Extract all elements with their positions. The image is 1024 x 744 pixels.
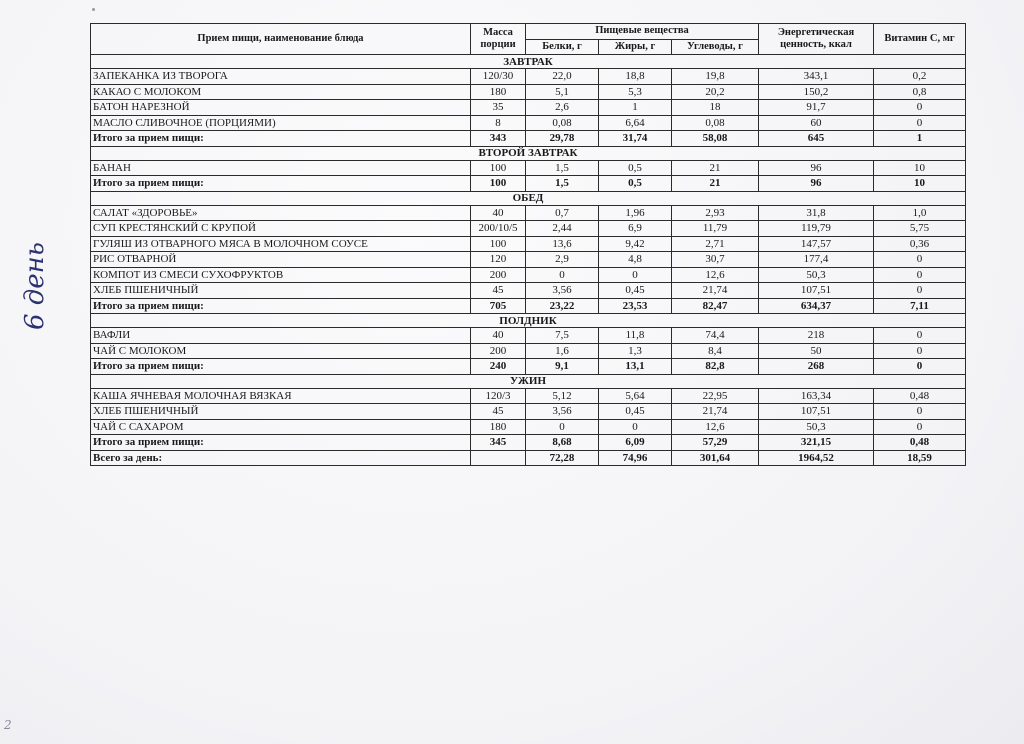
value-cell: 1964,52 [759,450,874,466]
value-cell: 21,74 [672,404,759,420]
value-cell: 0 [874,328,966,344]
value-cell: 8,4 [672,343,759,359]
value-cell: 5,75 [874,221,966,237]
value-cell: 4,8 [599,252,672,268]
value-cell: 22,0 [526,69,599,85]
dish-name-cell: СУП КРЕСТЯНСКИЙ С КРУПОЙ [91,221,471,237]
value-cell: 8,68 [526,435,599,451]
value-cell: 12,6 [672,419,759,435]
value-cell: 0,7 [526,205,599,221]
meal-total-row [91,435,966,451]
value-cell: 0,48 [874,435,966,451]
dish-row [91,115,966,131]
value-cell: 9,42 [599,236,672,252]
value-cell: 74,4 [672,328,759,344]
dish-name-cell: ВАФЛИ [91,328,471,344]
value-cell: 21 [672,160,759,176]
value-cell: 7,5 [526,328,599,344]
value-cell: 5,12 [526,388,599,404]
dish-row [91,221,966,237]
value-cell: 0 [874,115,966,131]
value-cell: 1,5 [526,160,599,176]
dish-name-cell: РИС ОТВАРНОЙ [91,252,471,268]
value-cell: 0 [874,283,966,299]
header-fat: Жиры, г [599,39,672,55]
value-cell: 20,2 [672,84,759,100]
value-cell: 1,6 [526,343,599,359]
value-cell: 23,53 [599,298,672,314]
value-cell: 18,8 [599,69,672,85]
value-cell: 100 [471,176,526,192]
value-cell: 60 [759,115,874,131]
value-cell: 0 [874,252,966,268]
value-cell: 1,3 [599,343,672,359]
value-cell: 6,9 [599,221,672,237]
meal-section-title: ЗАВТРАК [91,55,966,69]
value-cell: 1 [599,100,672,116]
value-cell: 343 [471,131,526,147]
value-cell: 150,2 [759,84,874,100]
value-cell: 0 [874,100,966,116]
value-cell: 3,56 [526,404,599,420]
value-cell: 200/10/5 [471,221,526,237]
header-protein: Белки, г [526,39,599,55]
value-cell: 0,48 [874,388,966,404]
value-cell: 50,3 [759,419,874,435]
header-mass: Масса порции [471,24,526,55]
value-cell: 1,0 [874,205,966,221]
value-cell: 50 [759,343,874,359]
value-cell: 100 [471,236,526,252]
value-cell: 31,74 [599,131,672,147]
meal-total-row [91,359,966,375]
header-vitamin: Витамин С, мг [874,24,966,55]
value-cell: 82,8 [672,359,759,375]
dish-row [91,100,966,116]
meal-section-title: ОБЕД [91,191,966,205]
dish-row [91,388,966,404]
value-cell: 45 [471,404,526,420]
dish-name-cell: САЛАТ «ЗДОРОВЬЕ» [91,205,471,221]
value-cell: 0,8 [874,84,966,100]
meal-section-header [91,314,966,328]
value-cell: 200 [471,267,526,283]
dish-name-cell: КАША ЯЧНЕВАЯ МОЛОЧНАЯ ВЯЗКАЯ [91,388,471,404]
value-cell: 0 [874,404,966,420]
dish-row [91,328,966,344]
value-cell: 120/30 [471,69,526,85]
menu-table-body [91,55,966,466]
value-cell: 163,34 [759,388,874,404]
value-cell: 343,1 [759,69,874,85]
dish-row [91,267,966,283]
value-cell: 0 [874,419,966,435]
value-cell: 0,5 [599,160,672,176]
value-cell: 321,15 [759,435,874,451]
value-cell: 0 [599,419,672,435]
value-cell: 31,8 [759,205,874,221]
value-cell: 120/3 [471,388,526,404]
value-cell: 0,5 [599,176,672,192]
value-cell: 6,64 [599,115,672,131]
value-cell: 9,1 [526,359,599,375]
dish-name-cell: КАКАО С МОЛОКОМ [91,84,471,100]
value-cell: 1,96 [599,205,672,221]
value-cell: 1 [874,131,966,147]
value-cell: 301,64 [672,450,759,466]
value-cell: 91,7 [759,100,874,116]
value-cell: 0 [874,359,966,375]
value-cell: 57,29 [672,435,759,451]
value-cell: 345 [471,435,526,451]
dish-row [91,236,966,252]
value-cell: 18 [672,100,759,116]
value-cell: 2,6 [526,100,599,116]
dish-row [91,205,966,221]
dish-name-cell: Итого за прием пищи: [91,298,471,314]
value-cell: 7,11 [874,298,966,314]
value-cell: 200 [471,343,526,359]
value-cell: 45 [471,283,526,299]
value-cell: 21,74 [672,283,759,299]
dish-name-cell: БАТОН НАРЕЗНОЙ [91,100,471,116]
dish-row [91,69,966,85]
value-cell: 12,6 [672,267,759,283]
dish-name-cell: Итого за прием пищи: [91,131,471,147]
meal-section-header [91,191,966,205]
dish-name-cell: ГУЛЯШ ИЗ ОТВАРНОГО МЯСА В МОЛОЧНОМ СОУСЕ [91,236,471,252]
value-cell: 40 [471,205,526,221]
scan-speck [92,8,95,11]
value-cell: 2,44 [526,221,599,237]
meal-section-header [91,55,966,69]
dish-name-cell: КОМПОТ ИЗ СМЕСИ СУХОФРУКТОВ [91,267,471,283]
dish-row [91,84,966,100]
dish-row [91,404,966,420]
value-cell: 50,3 [759,267,874,283]
value-cell: 13,6 [526,236,599,252]
value-cell: 40 [471,328,526,344]
value-cell: 6,09 [599,435,672,451]
handwritten-day-note: 6 день [20,242,50,330]
value-cell: 0 [874,343,966,359]
meal-total-row [91,298,966,314]
value-cell: 19,8 [672,69,759,85]
dish-name-cell: Итого за прием пищи: [91,176,471,192]
value-cell: 634,37 [759,298,874,314]
dish-row [91,419,966,435]
dish-name-cell: Итого за прием пищи: [91,435,471,451]
header-dish: Прием пищи, наименование блюда [91,24,471,55]
value-cell: 705 [471,298,526,314]
value-cell: 177,4 [759,252,874,268]
value-cell: 2,71 [672,236,759,252]
value-cell: 5,1 [526,84,599,100]
value-cell [471,450,526,466]
value-cell: 72,28 [526,450,599,466]
value-cell: 268 [759,359,874,375]
value-cell: 107,51 [759,404,874,420]
corner-scribble: 2 [4,718,12,732]
dish-name-cell: Всего за день: [91,450,471,466]
value-cell: 0 [526,267,599,283]
value-cell: 119,79 [759,221,874,237]
value-cell: 0,45 [599,283,672,299]
value-cell: 23,22 [526,298,599,314]
value-cell: 8 [471,115,526,131]
meal-total-row [91,131,966,147]
value-cell: 120 [471,252,526,268]
dish-name-cell: ЗАПЕКАНКА ИЗ ТВОРОГА [91,69,471,85]
menu-table [90,23,966,466]
header-carbs: Углеводы, г [672,39,759,55]
dish-row [91,252,966,268]
value-cell: 100 [471,160,526,176]
value-cell: 30,7 [672,252,759,268]
value-cell: 5,3 [599,84,672,100]
value-cell: 5,64 [599,388,672,404]
value-cell: 58,08 [672,131,759,147]
value-cell: 107,51 [759,283,874,299]
value-cell: 1,5 [526,176,599,192]
meal-section-title: УЖИН [91,374,966,388]
value-cell: 35 [471,100,526,116]
value-cell: 18,59 [874,450,966,466]
value-cell: 180 [471,84,526,100]
value-cell: 82,47 [672,298,759,314]
value-cell: 13,1 [599,359,672,375]
value-cell: 0,2 [874,69,966,85]
value-cell: 180 [471,419,526,435]
day-total-row [91,450,966,466]
value-cell: 96 [759,160,874,176]
meal-section-title: ВТОРОЙ ЗАВТРАК [91,146,966,160]
dish-name-cell: Итого за прием пищи: [91,359,471,375]
value-cell: 2,9 [526,252,599,268]
meal-section-header [91,374,966,388]
value-cell: 74,96 [599,450,672,466]
value-cell: 0,36 [874,236,966,252]
value-cell: 10 [874,176,966,192]
value-cell: 645 [759,131,874,147]
dish-name-cell: ЧАЙ С САХАРОМ [91,419,471,435]
value-cell: 0 [599,267,672,283]
value-cell: 22,95 [672,388,759,404]
value-cell: 147,57 [759,236,874,252]
header-energy: Энергетическая ценность, ккал [759,24,874,55]
value-cell: 240 [471,359,526,375]
value-cell: 11,8 [599,328,672,344]
value-cell: 96 [759,176,874,192]
value-cell: 2,93 [672,205,759,221]
value-cell: 21 [672,176,759,192]
value-cell: 11,79 [672,221,759,237]
meal-section-header [91,146,966,160]
dish-name-cell: ХЛЕБ ПШЕНИЧНЫЙ [91,404,471,420]
dish-row [91,283,966,299]
dish-row [91,160,966,176]
value-cell: 0,08 [672,115,759,131]
value-cell: 0 [526,419,599,435]
value-cell: 10 [874,160,966,176]
value-cell: 0 [874,267,966,283]
value-cell: 0,08 [526,115,599,131]
dish-name-cell: ХЛЕБ ПШЕНИЧНЫЙ [91,283,471,299]
dish-name-cell: БАНАН [91,160,471,176]
meal-total-row [91,176,966,192]
dish-name-cell: МАСЛО СЛИВОЧНОЕ (ПОРЦИЯМИ) [91,115,471,131]
value-cell: 218 [759,328,874,344]
value-cell: 29,78 [526,131,599,147]
value-cell: 3,56 [526,283,599,299]
dish-name-cell: ЧАЙ С МОЛОКОМ [91,343,471,359]
dish-row [91,343,966,359]
meal-section-title: ПОЛДНИК [91,314,966,328]
header-nutrients: Пищевые вещества [526,24,759,40]
value-cell: 0,45 [599,404,672,420]
